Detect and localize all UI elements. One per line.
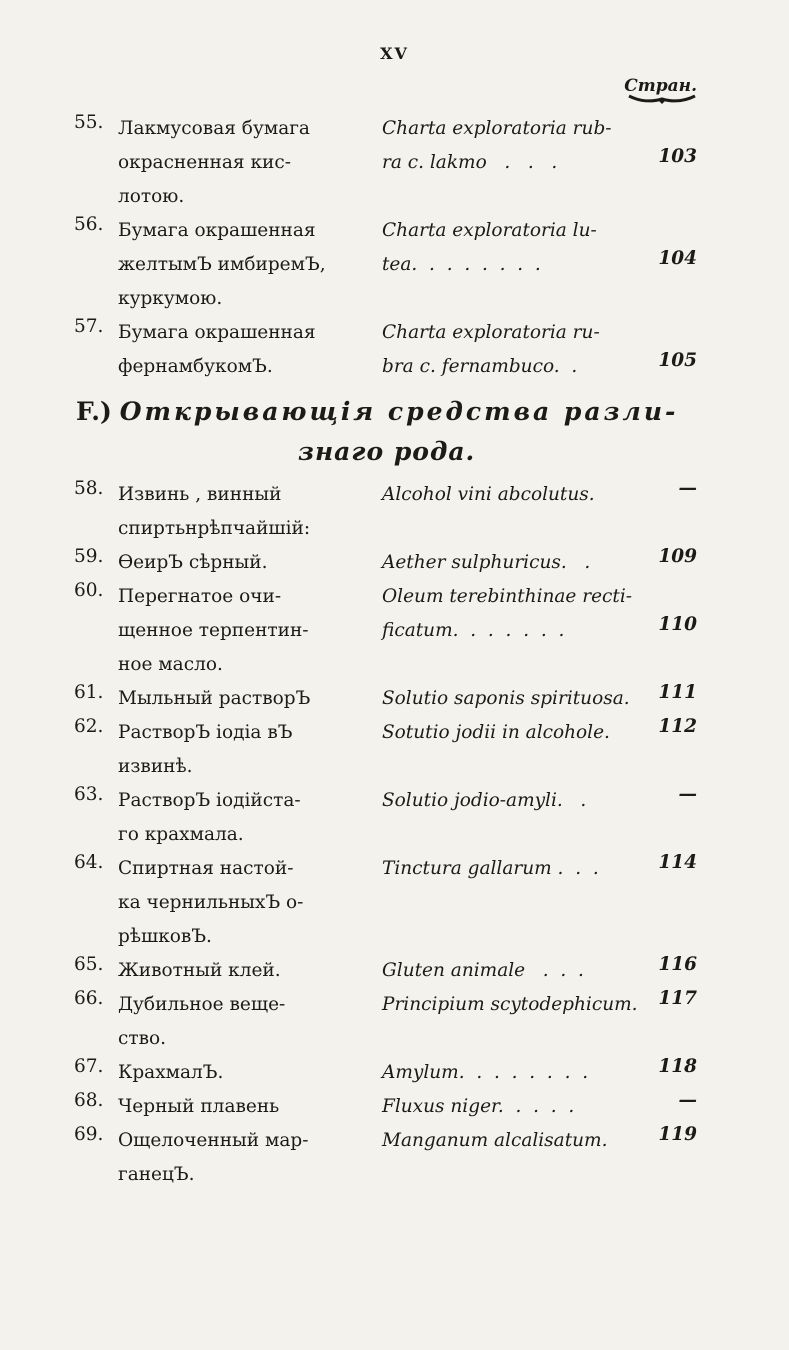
latin-name xyxy=(382,112,700,180)
page-reference: 117 xyxy=(658,988,697,1009)
russian-name xyxy=(118,214,368,316)
page-reference: 110 xyxy=(658,614,697,635)
latin-name-line: ficatum. . . . . . . xyxy=(382,620,565,641)
page-reference: — xyxy=(678,784,697,805)
latin-name-line: Charta exploratoria rub- xyxy=(382,118,612,139)
latin-name-line: tea. . . . . . . . xyxy=(382,254,541,275)
latin-name-line: Charta exploratoria ru- xyxy=(382,322,600,343)
russian-name-line: РастворЪ іодійста- xyxy=(118,790,301,811)
russian-name-line: извинѣ. xyxy=(118,756,193,777)
latin-name-line: Aether sulphuricus. . xyxy=(382,552,591,573)
page-reference: 114 xyxy=(658,852,697,873)
russian-name-line: фернамбукомЪ. xyxy=(118,356,273,377)
page-reference: 118 xyxy=(658,1056,697,1077)
russian-name xyxy=(118,784,368,852)
page-reference: 103 xyxy=(658,146,697,167)
latin-name-line: Principium scytodephicum. xyxy=(382,994,638,1015)
entry-number: 65. xyxy=(74,954,104,975)
latin-name xyxy=(382,682,700,716)
page-reference: 112 xyxy=(658,716,697,737)
latin-name xyxy=(382,784,700,818)
russian-name xyxy=(118,954,368,988)
latin-name xyxy=(382,852,700,886)
section-heading xyxy=(76,392,716,466)
latin-name xyxy=(382,546,700,580)
russian-name-line: ганецЪ. xyxy=(118,1164,195,1185)
latin-name xyxy=(382,1056,700,1090)
russian-name xyxy=(118,1124,368,1192)
section-letter: F.) xyxy=(76,397,112,426)
page-reference: 104 xyxy=(658,248,697,269)
russian-name xyxy=(118,682,368,716)
russian-name-line: щенное терпентин- xyxy=(118,620,309,641)
russian-name-line: куркумою. xyxy=(118,288,223,309)
latin-name xyxy=(382,1090,700,1124)
russian-name-line: Дубильное веще- xyxy=(118,994,286,1015)
latin-name-line: Charta exploratoria lu- xyxy=(382,220,597,241)
russian-name-line: Черный плавень xyxy=(118,1096,280,1117)
russian-name-line: рѣшковЪ. xyxy=(118,926,212,947)
russian-name xyxy=(118,988,368,1056)
latin-name-line: Oleum terebinthinae recti- xyxy=(382,586,633,607)
russian-name-line: спиртьнрѣпчайшій: xyxy=(118,518,311,539)
latin-name xyxy=(382,316,700,384)
latin-name-line: Fluxus niger. . . . . xyxy=(382,1096,575,1117)
russian-name-line: Извинь , винный xyxy=(118,484,282,505)
russian-name xyxy=(118,852,368,954)
entry-number: 63. xyxy=(74,784,104,805)
entry-number: 56. xyxy=(74,214,104,235)
entry-number: 59. xyxy=(74,546,104,567)
russian-name-line: ство. xyxy=(118,1028,167,1049)
page-reference: 109 xyxy=(658,546,697,567)
latin-name-line: Sotutio jodii in alcohole. xyxy=(382,722,610,743)
latin-name xyxy=(382,988,700,1022)
russian-name xyxy=(118,112,368,214)
page-reference: 116 xyxy=(658,954,697,975)
russian-name-line: Бумага окрашенная xyxy=(118,322,316,343)
latin-name-line: Manganum alcalisatum. xyxy=(382,1130,608,1151)
russian-name-line: Бумага окрашенная xyxy=(118,220,316,241)
russian-name-line: ѲеирЪ сѣрный. xyxy=(118,552,268,573)
russian-name-line: Животный клей. xyxy=(118,960,281,981)
russian-name xyxy=(118,478,368,546)
flourish-ornament xyxy=(627,92,697,106)
russian-name xyxy=(118,716,368,784)
russian-name-line: Мыльный растворЪ xyxy=(118,688,311,709)
latin-name-line: ra c. lakmo . . . xyxy=(382,152,558,173)
russian-name-line: лотою. xyxy=(118,186,185,207)
entry-number: 69. xyxy=(74,1124,104,1145)
entry-number: 62. xyxy=(74,716,104,737)
russian-name xyxy=(118,580,368,682)
entry-number: 58. xyxy=(74,478,104,499)
russian-name-line: Ощелоченный мар- xyxy=(118,1130,309,1151)
entry-number: 57. xyxy=(74,316,104,337)
russian-name-line: КрахмалЪ. xyxy=(118,1062,224,1083)
latin-name-line: Tinctura gallarum . . . xyxy=(382,858,599,879)
latin-name-line: Amylum. . . . . . . . xyxy=(382,1062,589,1083)
latin-name xyxy=(382,716,700,750)
russian-name xyxy=(118,546,368,580)
entry-number: 61. xyxy=(74,682,104,703)
russian-name-line: окрасненная кис- xyxy=(118,152,291,173)
entry-number: 60. xyxy=(74,580,104,601)
page-reference: — xyxy=(678,478,697,499)
latin-name xyxy=(382,1124,700,1158)
section-title-line1: Открывающія средства разли- xyxy=(119,397,679,426)
entry-number: 55. xyxy=(74,112,104,133)
russian-name xyxy=(118,316,368,384)
page-number: XV xyxy=(380,44,409,63)
entry-number: 66. xyxy=(74,988,104,1009)
latin-name-line: Solutio saponis spirituosa. xyxy=(382,688,630,709)
entry-number: 64. xyxy=(74,852,104,873)
russian-name xyxy=(118,1090,368,1124)
russian-name xyxy=(118,1056,368,1090)
russian-name-line: желтымЪ имбиремЪ, xyxy=(118,254,326,275)
latin-name xyxy=(382,214,700,282)
entry-number: 68. xyxy=(74,1090,104,1111)
page-reference: — xyxy=(678,1090,697,1111)
latin-name xyxy=(382,954,700,988)
entry-number: 67. xyxy=(74,1056,104,1077)
latin-name-line: Gluten animale . . . xyxy=(382,960,584,981)
latin-name-line: Alcohol vini abcolutus. xyxy=(382,484,595,505)
russian-name-line: Лакмусовая бумага xyxy=(118,118,310,139)
page-reference: 111 xyxy=(658,682,697,703)
russian-name-line: ное масло. xyxy=(118,654,223,675)
page-reference: 105 xyxy=(658,350,697,371)
latin-name xyxy=(382,580,700,648)
latin-name-line: bra c. fernambuco. . xyxy=(382,356,578,377)
page-reference: 119 xyxy=(658,1124,697,1145)
latin-name-line: Solutio jodio-amyli. . xyxy=(382,790,587,811)
russian-name-line: го крахмала. xyxy=(118,824,244,845)
russian-name-line: ка чернильныхЪ о- xyxy=(118,892,304,913)
page-column-header: Стран. xyxy=(624,76,697,96)
russian-name-line: Перегнатое очи- xyxy=(118,586,282,607)
section-title-line2: знаго рода. xyxy=(298,437,476,466)
russian-name-line: Спиртная настой- xyxy=(118,858,294,879)
latin-name xyxy=(382,478,700,512)
russian-name-line: РастворЪ іодіа вЪ xyxy=(118,722,293,743)
